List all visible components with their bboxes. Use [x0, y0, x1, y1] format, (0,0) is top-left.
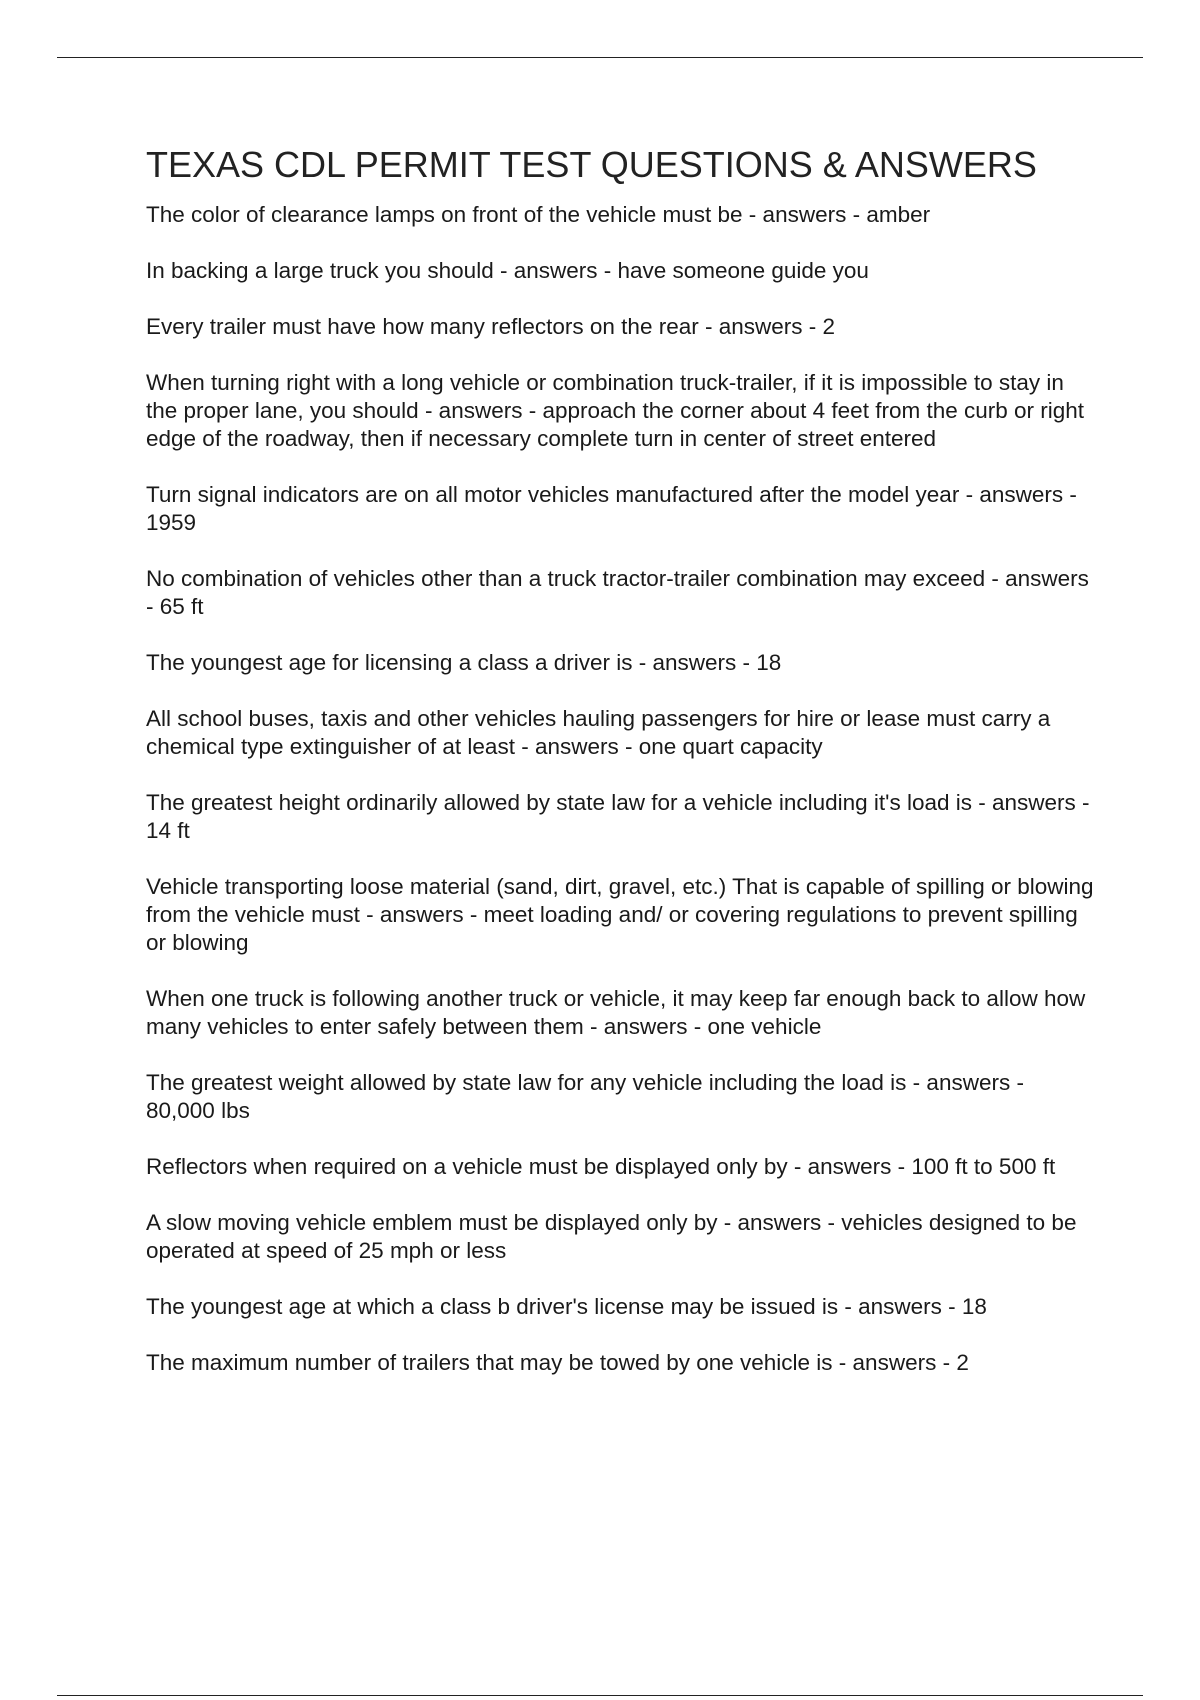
top-divider [57, 57, 1143, 58]
qa-list [146, 201, 1096, 1377]
bottom-divider [57, 1695, 1143, 1696]
qa-item: When turning right with a long vehicle or combination truck-trailer, if it is impossible to stay in the proper lane, you should - answers - approach the corner about 4 feet from the curb or right edge of the roadway, then if necessary complete turn in center of street entered [146, 370, 1085, 451]
qa-item: In backing a large truck you should - answers - have someone guide you [146, 258, 869, 283]
qa-item: The maximum number of trailers that may be towed by one vehicle is - answers - 2 [146, 1350, 969, 1375]
document-title: TEXAS CDL PERMIT TEST QUESTIONS & ANSWERS [146, 144, 1037, 185]
qa-item: When one truck is following another truck or vehicle, it may keep far enough back to allow how many vehicles to enter safely between them - answers - one vehicle [146, 986, 1086, 1039]
qa-item: The youngest age for licensing a class a driver is - answers - 18 [146, 650, 782, 675]
qa-item: Reflectors when required on a vehicle must be displayed only by - answers - 100 ft to 500 ft [146, 1154, 1056, 1179]
qa-item: The greatest weight allowed by state law for any vehicle including the load is - answers - 80,000 lbs [146, 1070, 1024, 1123]
qa-item: The youngest age at which a class b driver's license may be issued is - answers - 18 [146, 1294, 987, 1319]
qa-item: The greatest height ordinarily allowed by state law for a vehicle including it's load is - answers - 14 ft [146, 790, 1090, 843]
document-body [146, 143, 1096, 1405]
qa-item: No combination of vehicles other than a truck tractor-trailer combination may exceed - answers - 65 ft [146, 566, 1089, 619]
qa-item: All school buses, taxis and other vehicles hauling passengers for hire or lease must carry a chemical type extinguisher of at least - answers - one quart capacity [146, 706, 1051, 759]
qa-item: Vehicle transporting loose material (sand, dirt, gravel, etc.) That is capable of spilling or blowing from the vehicle must - answers - meet loading and/ or covering regulations to prevent spilling or blowing [146, 874, 1094, 955]
qa-item: A slow moving vehicle emblem must be displayed only by - answers - vehicles designed to be operated at speed of 25 mph or less [146, 1210, 1077, 1263]
qa-item: Every trailer must have how many reflectors on the rear - answers - 2 [146, 314, 836, 339]
qa-item: Turn signal indicators are on all motor vehicles manufactured after the model year - answers - 1959 [146, 482, 1077, 535]
qa-item: The color of clearance lamps on front of the vehicle must be - answers - amber [146, 202, 931, 227]
